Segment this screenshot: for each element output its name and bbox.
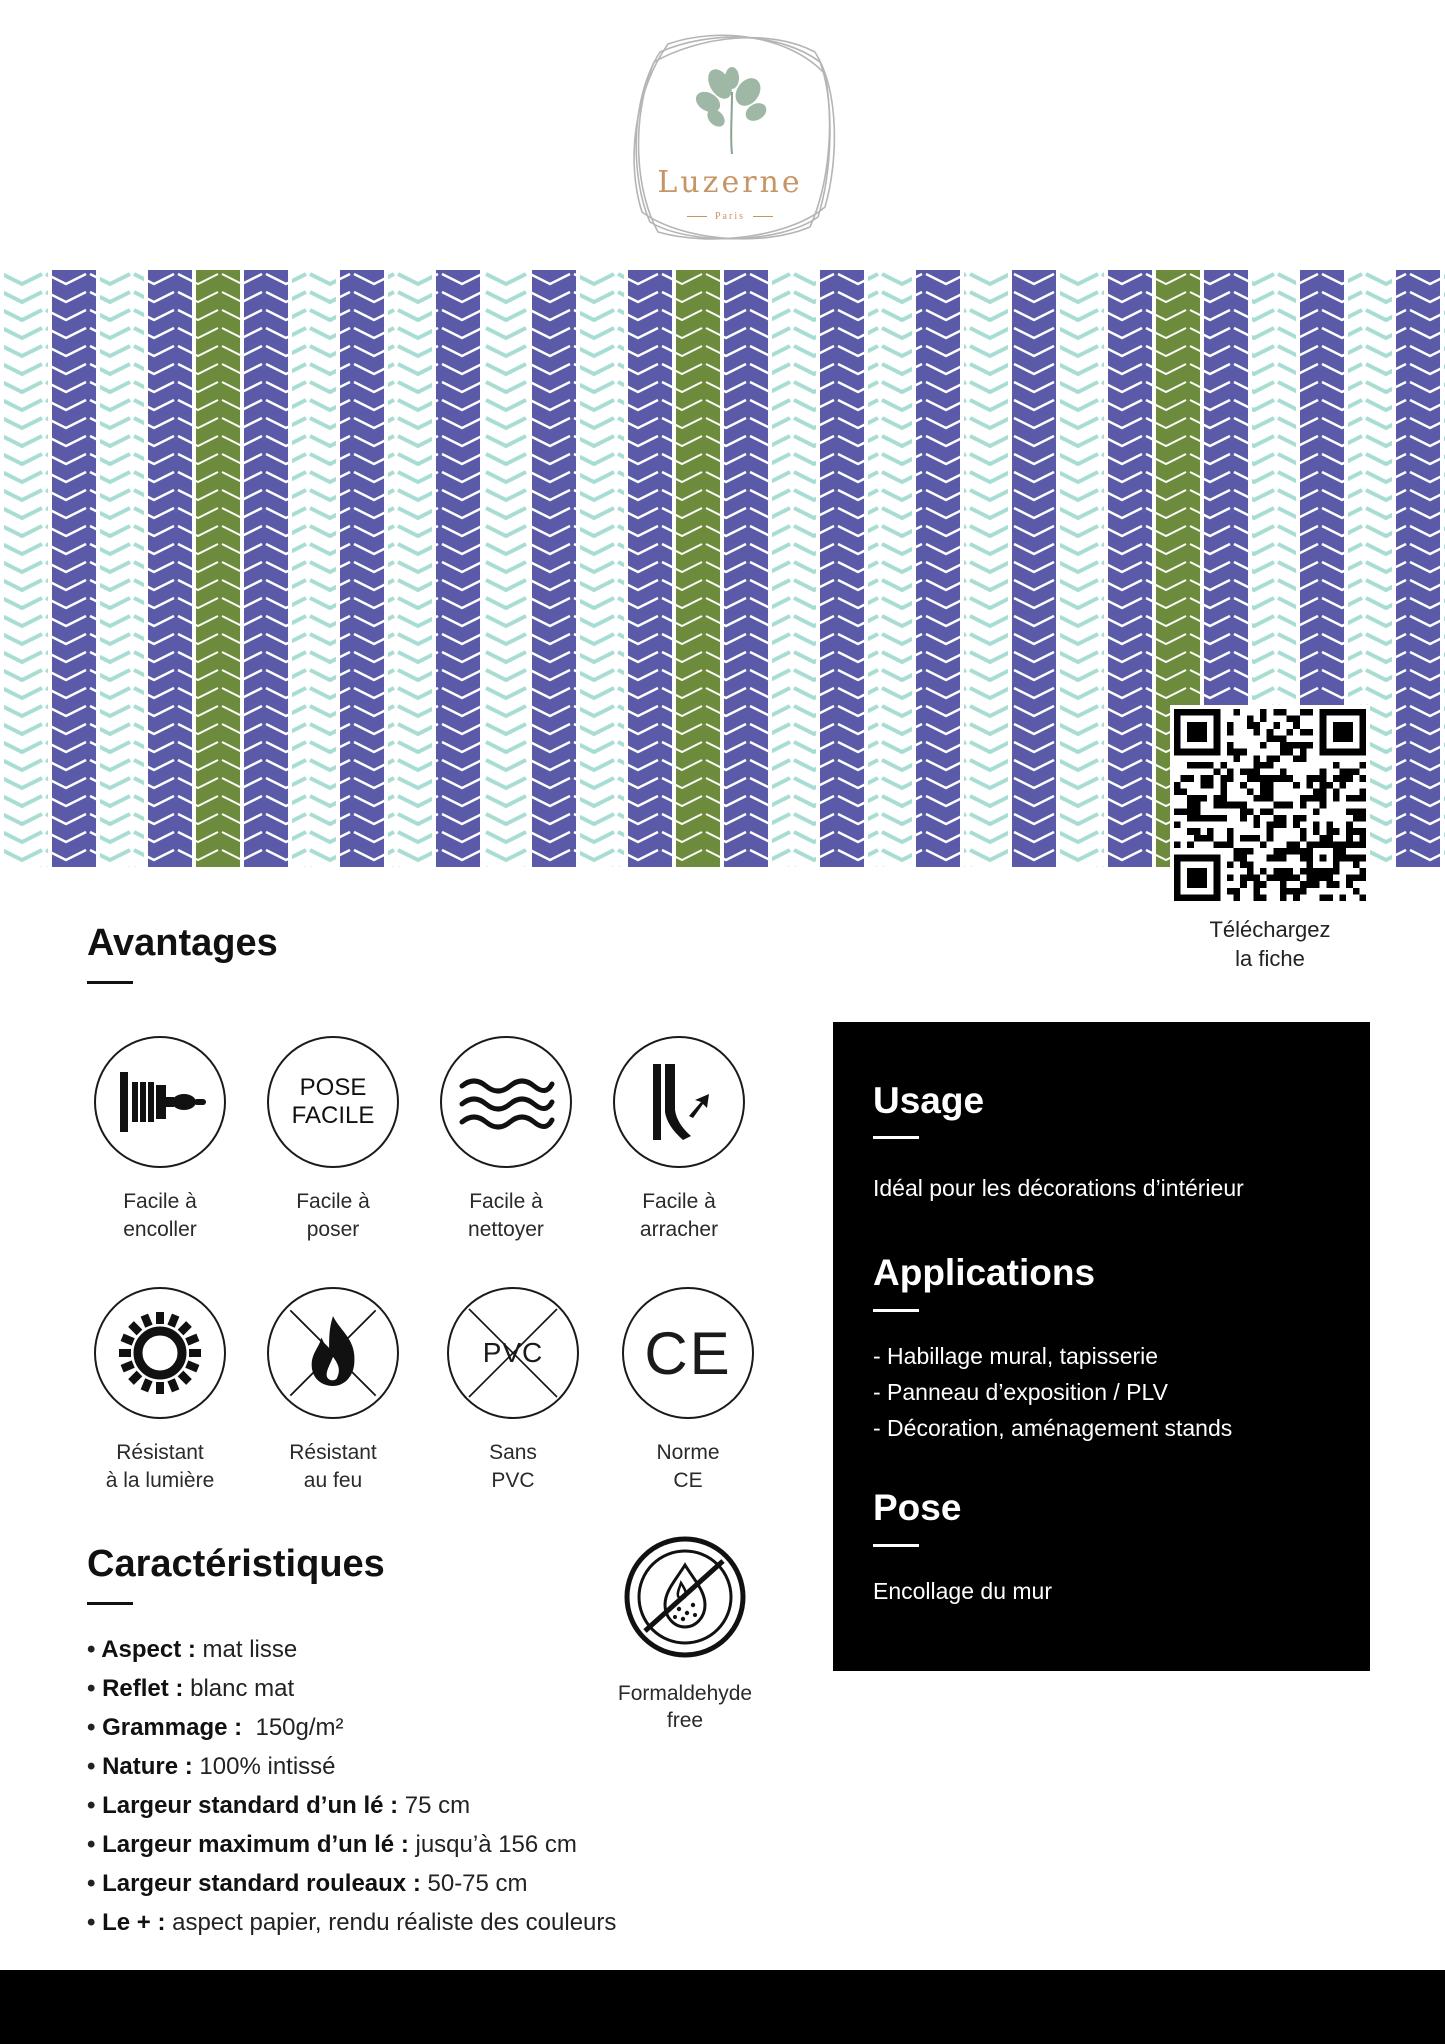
spec-item: • Nature : 100% intissé xyxy=(87,1747,616,1786)
no-fire-icon xyxy=(269,1287,397,1419)
pattern-stripe xyxy=(772,270,816,867)
qr-caption-line2: la fiche xyxy=(1235,946,1305,971)
formaldehyde-free-icon xyxy=(623,1535,747,1659)
pattern-stripe xyxy=(196,270,240,867)
pattern-stripe xyxy=(292,270,336,867)
qr-caption-line1: Téléchargez xyxy=(1209,917,1331,942)
pose-rule xyxy=(873,1544,919,1547)
sun-icon xyxy=(115,1308,205,1398)
feature-line2: encoller xyxy=(123,1218,197,1241)
feature-line1: Facile à xyxy=(296,1190,370,1213)
application-item: - Habillage mural, tapisserie xyxy=(873,1343,1159,1369)
feature-easy-remove xyxy=(594,1036,764,1244)
applications-title: Applications xyxy=(873,1252,1096,1293)
brand-name: Luzerne xyxy=(657,165,803,200)
pattern-stripe xyxy=(340,270,384,867)
pattern-stripe xyxy=(964,270,1008,867)
spec-item: • Reflet : blanc mat xyxy=(87,1669,616,1708)
formaldehyde-line2: free xyxy=(666,1709,704,1732)
pattern-stripe xyxy=(1396,270,1440,867)
pattern-stripe xyxy=(244,270,288,867)
pattern-stripe xyxy=(1012,270,1056,867)
spec-item: • Le + : aspect papier, rendu réaliste des couleurs xyxy=(87,1903,616,1942)
usage-text: Idéal pour les décorations d’intérieur xyxy=(873,1175,1244,1201)
feature-line1: Résistant xyxy=(289,1441,377,1464)
pattern-stripe xyxy=(820,270,864,867)
feature-line1: Résistant xyxy=(116,1441,204,1464)
usage-title: Usage xyxy=(873,1080,985,1121)
feature-line2: PVC xyxy=(491,1469,535,1492)
pattern-stripe xyxy=(916,270,960,867)
pattern-stripe xyxy=(724,270,768,867)
pattern-stripe xyxy=(1108,270,1152,867)
feature-ce-norm xyxy=(603,1287,773,1495)
pattern-stripe xyxy=(580,270,624,867)
info-panel xyxy=(833,1022,1370,1671)
pattern-stripe xyxy=(100,270,144,867)
spec-item: • Largeur standard rouleaux : 50-75 cm xyxy=(87,1864,616,1903)
brand-logo xyxy=(620,22,840,247)
brand-subtitle: Paris xyxy=(620,211,840,222)
application-item: - Panneau d’exposition / PLV xyxy=(873,1379,1168,1405)
pattern-stripe xyxy=(148,270,192,867)
qr-caption xyxy=(1160,915,1380,973)
feature-line1: Facile à xyxy=(469,1190,543,1213)
pose-facile-icon xyxy=(292,1074,375,1130)
feature-line2: à la lumière xyxy=(105,1469,215,1492)
characteristics-title: Caractéristiques xyxy=(87,1543,385,1585)
application-item: - Décoration, aménagement stands xyxy=(873,1415,1233,1441)
feature-line2: arracher xyxy=(639,1218,719,1241)
peel-off-icon xyxy=(639,1060,719,1144)
pattern-stripe xyxy=(484,270,528,867)
feature-line2: CE xyxy=(673,1469,703,1492)
pattern-stripe xyxy=(628,270,672,867)
pattern-stripe xyxy=(676,270,720,867)
feature-line2: au feu xyxy=(303,1469,363,1492)
feature-fire-resistant xyxy=(248,1287,418,1495)
pattern-stripe xyxy=(436,270,480,867)
pose-text: Encollage du mur xyxy=(873,1578,1052,1604)
no-pvc-text: PVC xyxy=(482,1337,544,1368)
ce-mark-icon: CE xyxy=(644,1319,732,1387)
feature-line1: Facile à xyxy=(123,1190,197,1213)
qr-code[interactable] xyxy=(1170,705,1370,905)
feature-easy-paste xyxy=(75,1036,245,1244)
feature-light-resistant xyxy=(75,1287,245,1495)
formaldehyde-free-badge xyxy=(595,1535,775,1734)
pattern-stripe xyxy=(868,270,912,867)
characteristics-list xyxy=(87,1630,616,1942)
pose-title: Pose xyxy=(873,1487,962,1528)
feature-line1: Sans xyxy=(489,1441,537,1464)
paste-brush-icon xyxy=(112,1067,208,1137)
formaldehyde-line1: Formaldehyde xyxy=(617,1682,753,1705)
pattern-stripe xyxy=(4,270,48,867)
pattern-stripe xyxy=(388,270,432,867)
feature-no-pvc xyxy=(428,1287,598,1495)
advantages-rule xyxy=(87,981,133,984)
spec-item: • Largeur standard d’un lé : 75 cm xyxy=(87,1786,616,1825)
spec-item: • Aspect : mat lisse xyxy=(87,1630,616,1669)
footer-bar xyxy=(0,1970,1445,2044)
usage-rule xyxy=(873,1136,919,1139)
advantages-title: Avantages xyxy=(87,922,278,964)
pattern-stripe xyxy=(52,270,96,867)
applications-rule xyxy=(873,1309,919,1312)
feature-line1: Norme xyxy=(656,1441,720,1464)
spec-item: • Largeur maximum d’un lé : jusqu’à 156 cm xyxy=(87,1825,616,1864)
pose-facile-text-1: POSE xyxy=(299,1074,367,1101)
feature-easy-clean xyxy=(421,1036,591,1244)
waves-icon xyxy=(456,1072,556,1132)
pattern-stripe xyxy=(532,270,576,867)
spec-item: • Grammage : 150g/m² xyxy=(87,1708,616,1747)
qr-code-icon xyxy=(1174,709,1366,901)
characteristics-rule xyxy=(87,1602,133,1605)
feature-line1: Facile à xyxy=(642,1190,716,1213)
pose-facile-text-2: FACILE xyxy=(291,1102,375,1129)
feature-line2: nettoyer xyxy=(468,1218,544,1241)
feature-line2: poser xyxy=(306,1218,360,1241)
feature-easy-install xyxy=(248,1036,418,1244)
pattern-stripe xyxy=(1060,270,1104,867)
